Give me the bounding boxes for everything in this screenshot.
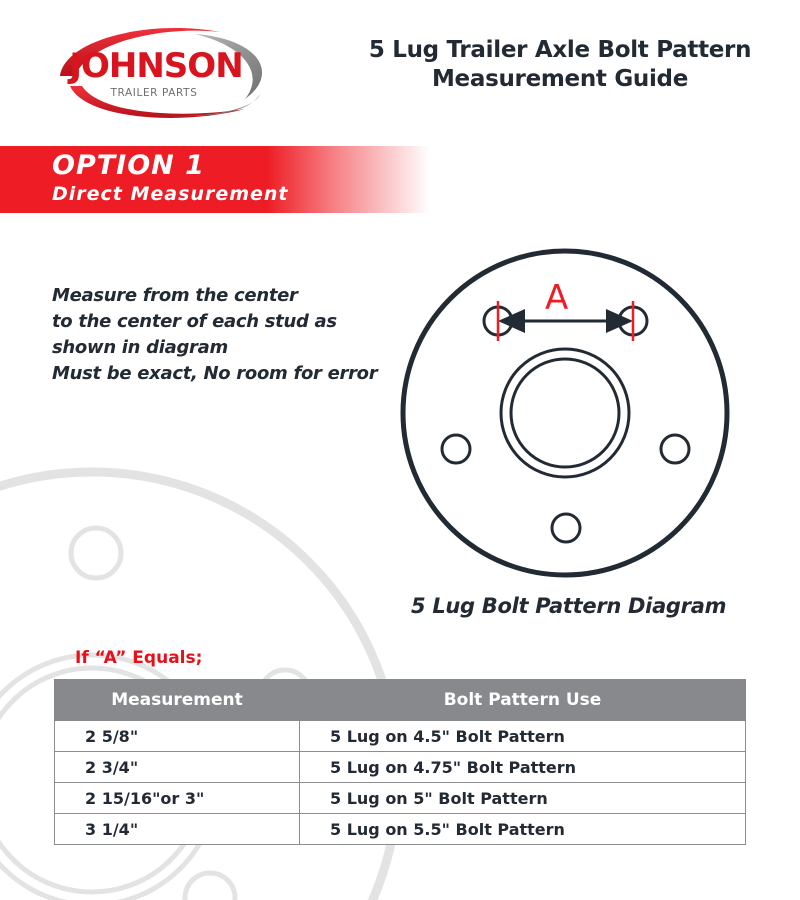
option-subtitle: Direct Measurement <box>52 183 289 205</box>
measurement-instructions <box>52 283 392 387</box>
table-row <box>55 721 746 752</box>
column-header-bolt-pattern: Bolt Pattern Use <box>300 680 746 721</box>
diagram-caption: 5 Lug Bolt Pattern Diagram <box>411 594 727 618</box>
instruction-line: Measure from the center <box>52 285 298 306</box>
bolt-pattern-cell: 5 Lug on 4.75" Bolt Pattern <box>300 752 746 783</box>
bolt-pattern-cell: 5 Lug on 4.5" Bolt Pattern <box>300 721 746 752</box>
page-title-line-2: Measurement Guide <box>431 66 689 92</box>
instruction-line: shown in diagram <box>52 337 228 358</box>
instruction-line: to the center of each stud as <box>52 311 337 332</box>
logo-brand-text: JOHNSON <box>69 46 243 86</box>
logo-tagline: TRAILER PARTS <box>110 87 198 99</box>
page-title <box>345 36 775 94</box>
table-row <box>55 783 746 814</box>
measurement-cell: 3 1/4" <box>55 814 300 845</box>
measurement-cell: 2 15/16"or 3" <box>55 783 300 814</box>
bolt-pattern-diagram <box>390 240 750 590</box>
option-title: OPTION 1 <box>52 150 205 181</box>
table-row <box>55 814 746 845</box>
option-banner <box>0 146 430 213</box>
measurement-cell: 2 3/4" <box>55 752 300 783</box>
bolt-pattern-table <box>54 679 746 845</box>
measurement-label-a: A <box>545 278 569 318</box>
table-header-row <box>55 680 746 721</box>
bolt-pattern-cell: 5 Lug on 5.5" Bolt Pattern <box>300 814 746 845</box>
table-row <box>55 752 746 783</box>
measurement-cell: 2 5/8" <box>55 721 300 752</box>
table-label: If “A” Equals; <box>75 648 203 668</box>
bolt-pattern-cell: 5 Lug on 5" Bolt Pattern <box>300 783 746 814</box>
page-title-line-1: 5 Lug Trailer Axle Bolt Pattern <box>368 37 752 63</box>
instruction-line: Must be exact, No room for error <box>52 363 378 384</box>
column-header-measurement: Measurement <box>55 680 300 721</box>
